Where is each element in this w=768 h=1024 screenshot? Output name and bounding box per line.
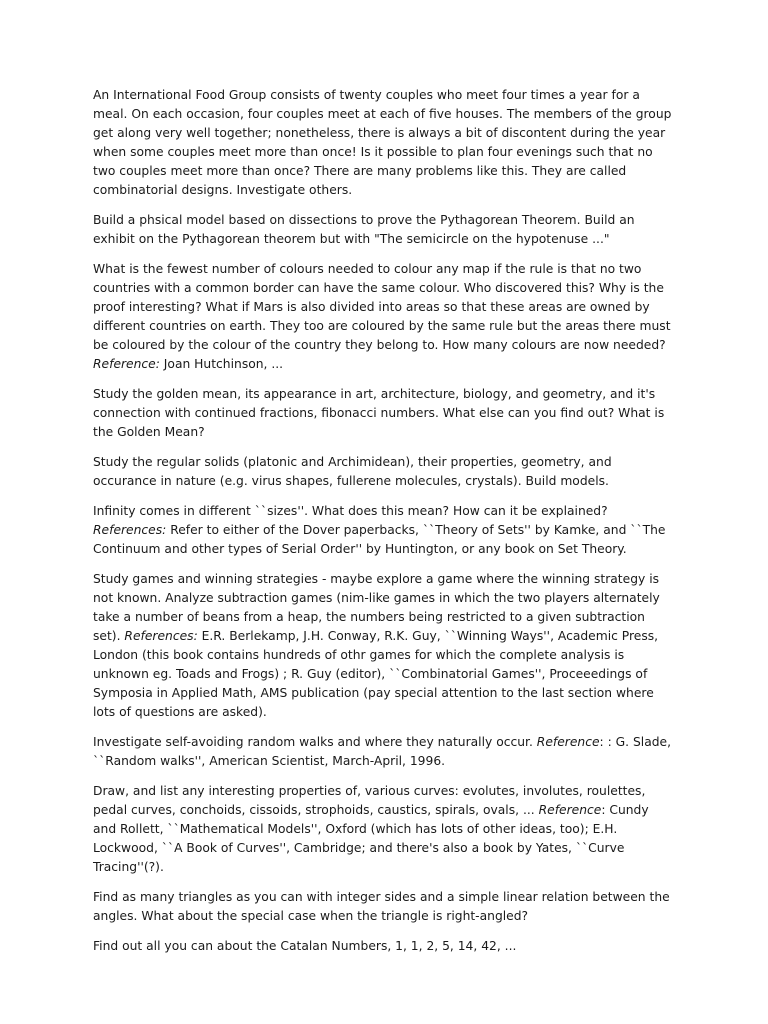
reference-text: Refer to either of the Dover paperbacks, ``Theory of Sets'' by Kamke, and ``The Continuum and other types of Serial Order'' by Huntington, or any book on Set Theory. [93, 523, 666, 556]
paragraph-golden-mean [93, 385, 675, 442]
reference-text: : Cundy and Rollett, ``Mathematical Models'', Oxford (which has lots of other ideas, too); E.H. Lockwood, ``A Book of Curves'', Cambridge; and there's also a book by Yates, ``Curve Tracing''(?). [93, 803, 649, 874]
reference-label: Reference [536, 735, 600, 749]
paragraph-text: Draw, and list any interesting properties of, various curves: evolutes, involutes, roulettes, pedal curves, conchoids, cissoids, strophoids, caustics, spirals, ovals, ... [93, 784, 646, 817]
paragraph-text: What is the fewest number of colours needed to colour any map if the rule is that no two countries with a common border can have the same colour. Who discovered this? Why is the proof interesting? What if Mars is also divided into areas so that these areas are owned by different countries on earth. They too are coloured by the same rule but the areas there must be coloured by the colour of the country they belong to. How many colours are now needed? [93, 262, 671, 352]
reference-label: Reference: [93, 357, 160, 371]
reference-text: : : G. Slade, ``Random walks'', American Scientist, March-April, 1996. [93, 735, 672, 768]
paragraph-map-colouring [93, 260, 675, 374]
paragraph-text: Study the regular solids (platonic and Archimidean), their properties, geometry, and occurance in nature (e.g. virus shapes, fullerene molecules, crystals). Build models. [93, 455, 612, 488]
paragraph-text: An International Food Group consists of twenty couples who meet four times a year for a meal. On each occasion, four couples meet at each of five houses. The members of the group get along very well together; nonetheless, there is always a bit of discontent during the year when some couples meet more than once! Is it possible to plan four evenings such that no two couples meet more than once? There are many problems like this. They are called combinatorial designs. Investigate others. [93, 88, 672, 197]
paragraph-regular-solids [93, 453, 675, 491]
paragraph-triangles [93, 888, 675, 926]
paragraph-text: Study games and winning strategies - maybe explore a game where the winning strategy is not known. Analyze subtraction games (nim-like games in which the two players alternately take a number of beans from a heap, the numbers being restricted to a given subtraction set). [93, 572, 660, 643]
paragraph-text: Build a phsical model based on dissections to prove the Pythagorean Theorem. Build an exhibit on the Pythagorean theorem but with "The semicircle on the hypotenuse ..." [93, 213, 635, 246]
reference-text: Joan Hutchinson, ... [159, 357, 284, 371]
paragraph-food-group [93, 86, 675, 200]
paragraph-infinity [93, 502, 675, 559]
reference-label: References: [93, 523, 167, 537]
reference-text: E.R. Berlekamp, J.H. Conway, R.K. Guy, ``Winning Ways'', Academic Press, London (this book contains hundreds of othr games for which the complete analysis is unknown eg. Toads and Frogs) ; R. Guy (editor), ``Combinatorial Games'', Proceeedings of Symposia in Applied Math, AMS publication (pay special attention to the last section where lots of questions are asked). [93, 629, 659, 719]
paragraph-text: Find out all you can about the Catalan Numbers, 1, 1, 2, 5, 14, 42, ... [93, 939, 517, 953]
reference-label: References: [124, 629, 198, 643]
paragraph-text: Study the golden mean, its appearance in art, architecture, biology, and geometry, and it's connection with continued fractions, fibonacci numbers. What else can you find out? What is the Golden Mean? [93, 387, 665, 439]
paragraph-text: Infinity comes in different ``sizes''. What does this mean? How can it be explained? [93, 504, 608, 518]
paragraph-random-walks [93, 733, 675, 771]
document-page [93, 86, 675, 967]
paragraph-text: Find as many triangles as you can with integer sides and a simple linear relation between the angles. What about the special case when the triangle is right-angled? [93, 890, 670, 923]
paragraph-curves [93, 782, 675, 877]
paragraph-catalan [93, 937, 675, 956]
reference-label: Reference [538, 803, 602, 817]
paragraph-games [93, 570, 675, 722]
paragraph-pythagorean [93, 211, 675, 249]
paragraph-text: Investigate self-avoiding random walks and where they naturally occur. [93, 735, 537, 749]
